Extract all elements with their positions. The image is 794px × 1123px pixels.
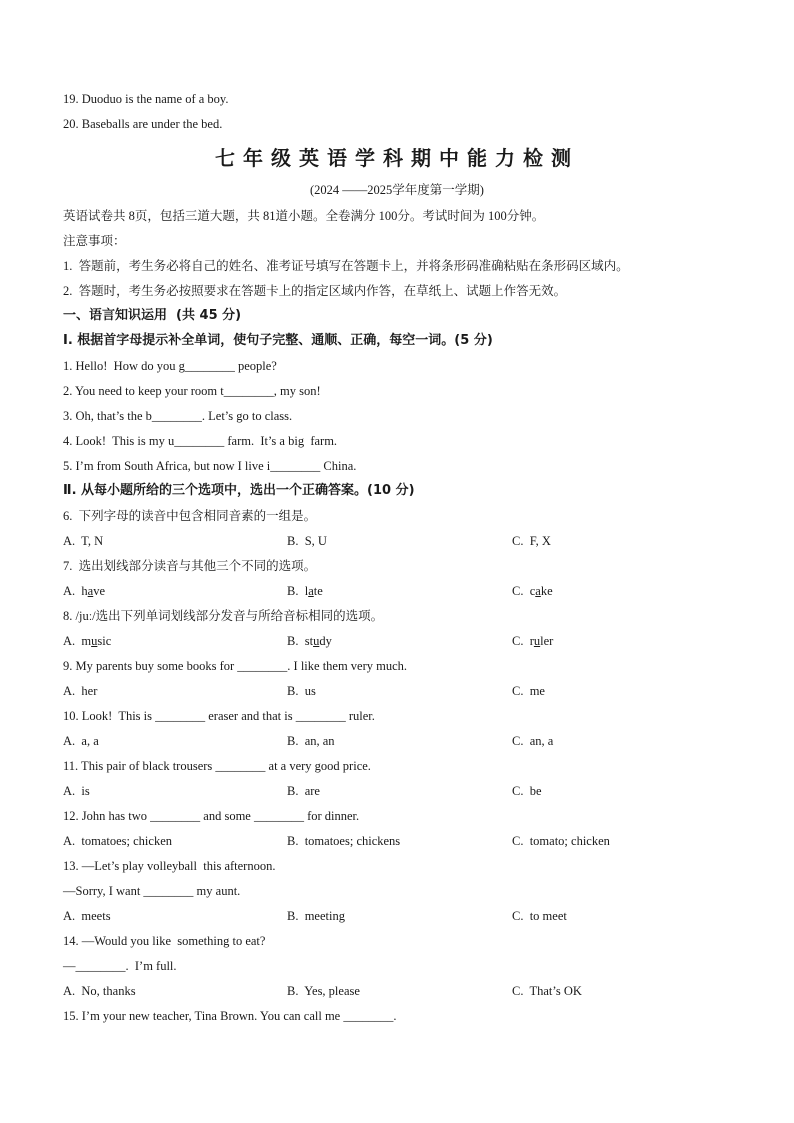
q9-option-a: A. her [63, 684, 98, 698]
question-12-stem: 12. John has two ________ and some ________ for dinner. [63, 809, 360, 823]
exam-subtitle: (2024 ——2025学年度第一学期) [310, 183, 484, 197]
q14-option-c: C. That’s OK [512, 984, 582, 998]
q10-option-b: B. an, an [287, 734, 335, 748]
question-13-stem: 13. —Let’s play volleyball this afternoon. [63, 859, 276, 873]
q7-option-b: B. late [287, 584, 323, 598]
q10-option-c: C. an, a [512, 734, 554, 748]
section-1-title: 一、语言知识运用 (共 45 分) [63, 308, 242, 323]
question-13-reply: —Sorry, I want ________ my aunt. [63, 884, 241, 898]
q9-option-b: B. us [287, 684, 316, 698]
notes-label: 注意事项： [63, 234, 126, 248]
question-8-stem: 8. /juː/选出下列单词划线部分发音与所给音标相同的选项。 [63, 609, 384, 623]
question-7-stem: 7. 选出划线部分读音与其他三个不同的选项。 [63, 559, 317, 573]
question-4: 4. Look! This is my u________ farm. It’s a big farm. [63, 434, 338, 448]
q12-option-b: B. tomatoes; chickens [287, 834, 401, 848]
q11-option-c: C. be [512, 784, 542, 798]
question-11-stem: 11. This pair of black trousers ________ at a very good price. [63, 759, 371, 773]
q7-option-c: C. cake [512, 584, 553, 598]
question-14-stem: 14. —Would you like something to eat? [63, 934, 266, 948]
note-2: 2. 答题时，考生务必按照要求在答题卡上的指定区域内作答，在草纸上、试题上作答无效。 [63, 284, 567, 298]
question-14-reply: —________. I’m full. [63, 959, 177, 973]
q8-option-b: B. study [287, 634, 332, 648]
q6-option-c: C. F, X [512, 534, 551, 548]
part-1-title: Ⅰ. 根据首字母提示补全单词，使句子完整、通顺、正确，每空一词。(5 分) [63, 333, 493, 348]
question-5: 5. I’m from South Africa, but now I live i________ China. [63, 459, 357, 473]
note-1: 1. 答题前，考生务必将自己的姓名、准考证号填写在答题卡上，并将条形码准确粘贴在条形码区域内。 [63, 259, 629, 273]
q7-option-a: A. have [63, 584, 106, 598]
q11-option-a: A. is [63, 784, 90, 798]
exam-title: 七年级英语学科期中能力检测 [215, 146, 579, 170]
q12-option-a: A. tomatoes; chicken [63, 834, 172, 848]
question-19: 19. Duoduo is the name of a boy. [63, 92, 229, 106]
q8-option-c: C. ruler [512, 634, 554, 648]
question-3: 3. Oh, that’s the b________. Let’s go to class. [63, 409, 293, 423]
question-10-stem: 10. Look! This is ________ eraser and that is ________ ruler. [63, 709, 375, 723]
q6-option-b: B. S, U [287, 534, 327, 548]
q8-option-a: A. music [63, 634, 112, 648]
q11-option-b: B. are [287, 784, 320, 798]
question-20: 20. Baseballs are under the bed. [63, 117, 223, 131]
q13-option-a: A. meets [63, 909, 111, 923]
q14-option-b: B. Yes, please [287, 984, 360, 998]
q13-option-c: C. to meet [512, 909, 567, 923]
q12-option-c: C. tomato; chicken [512, 834, 610, 848]
q14-option-a: A. No, thanks [63, 984, 136, 998]
question-15-stem: 15. I’m your new teacher, Tina Brown. You can call me ________. [63, 1009, 397, 1023]
q13-option-b: B. meeting [287, 909, 345, 923]
q9-option-c: C. me [512, 684, 545, 698]
q10-option-a: A. a, a [63, 734, 99, 748]
question-9-stem: 9. My parents buy some books for ________. I like them very much. [63, 659, 408, 673]
q6-option-a: A. T, N [63, 534, 104, 548]
exam-intro: 英语试卷共 8页，包括三道大题，共 81道小题。全卷满分 100分。考试时间为 100分钟。 [63, 209, 545, 223]
question-6-stem: 6. 下列字母的读音中包含相同音素的一组是。 [63, 509, 317, 523]
question-2: 2. You need to keep your room t________, my son! [63, 384, 321, 398]
question-1: 1. Hello! How do you g________ people? [63, 359, 277, 373]
part-2-title: Ⅱ. 从每小题所给的三个选项中，选出一个正确答案。(10 分) [63, 483, 415, 498]
